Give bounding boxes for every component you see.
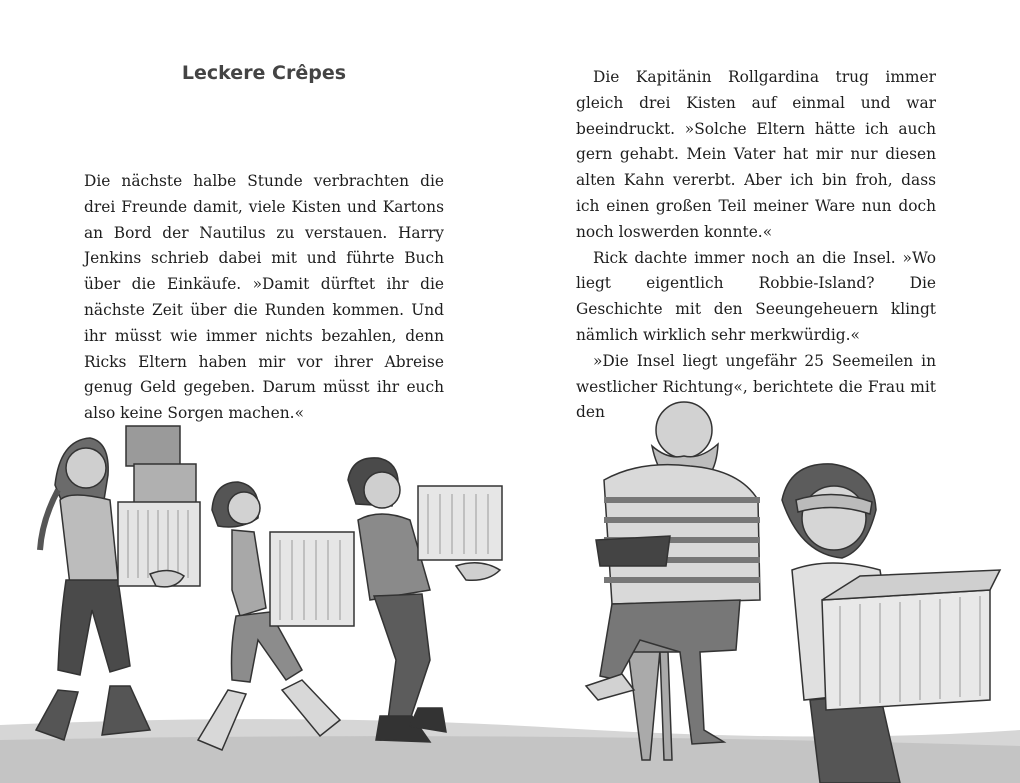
bearded-man-on-stool-figure bbox=[586, 402, 760, 760]
paragraph: »Die Insel liegt ungefähr 25 Seemeilen in westlicher Richtung«, berichtete die Frau mit den bbox=[576, 351, 936, 422]
chapter-title: Leckere Crêpes bbox=[181, 62, 347, 84]
right-page-text bbox=[576, 65, 936, 426]
boy-carrying-crate-figure bbox=[348, 458, 502, 742]
illustration-drawing bbox=[0, 390, 1020, 783]
paragraph: Die Kapitänin Rollgardina trug immer gleich drei Kisten auf einmal und war beeindruckt. »Solche Eltern hätte ich auch gern gehabt. Mein Vater hat mir nur diesen alten Kahn vererbt. Aber ich bin froh, dass ich einen großen Teil meiner Ware nun doch noch loswerden konnte.« bbox=[576, 68, 936, 241]
illustration bbox=[0, 390, 1020, 783]
left-page-text bbox=[84, 169, 444, 427]
girl-carrying-boxes-figure bbox=[36, 426, 200, 740]
small-girl-carrying-crate-figure bbox=[198, 482, 354, 750]
paragraph: Rick dachte immer noch an die Insel. »Wo liegt eigentlich Robbie-Island? Die Geschichte mit den Seeungeheuern klingt nämlich wirklich sehr merkwürdig.« bbox=[576, 248, 936, 344]
paragraph: Die nächste halbe Stunde verbrachten die drei Freunde damit, viele Kisten und Kartons an Bord der Nautilus zu verstauen. Harry Jenkins schrieb dabei mit und führte Buch über die Einkäufe. »Damit dürftet ihr die nächste Zeit über die Runden kommen. Und ihr müsst wie immer nichts bezahlen, denn Ricks Eltern haben mir vor ihrer Abreise genug Geld gegeben. Darum müsst ihr euch also keine Sorgen machen.« bbox=[84, 172, 444, 423]
